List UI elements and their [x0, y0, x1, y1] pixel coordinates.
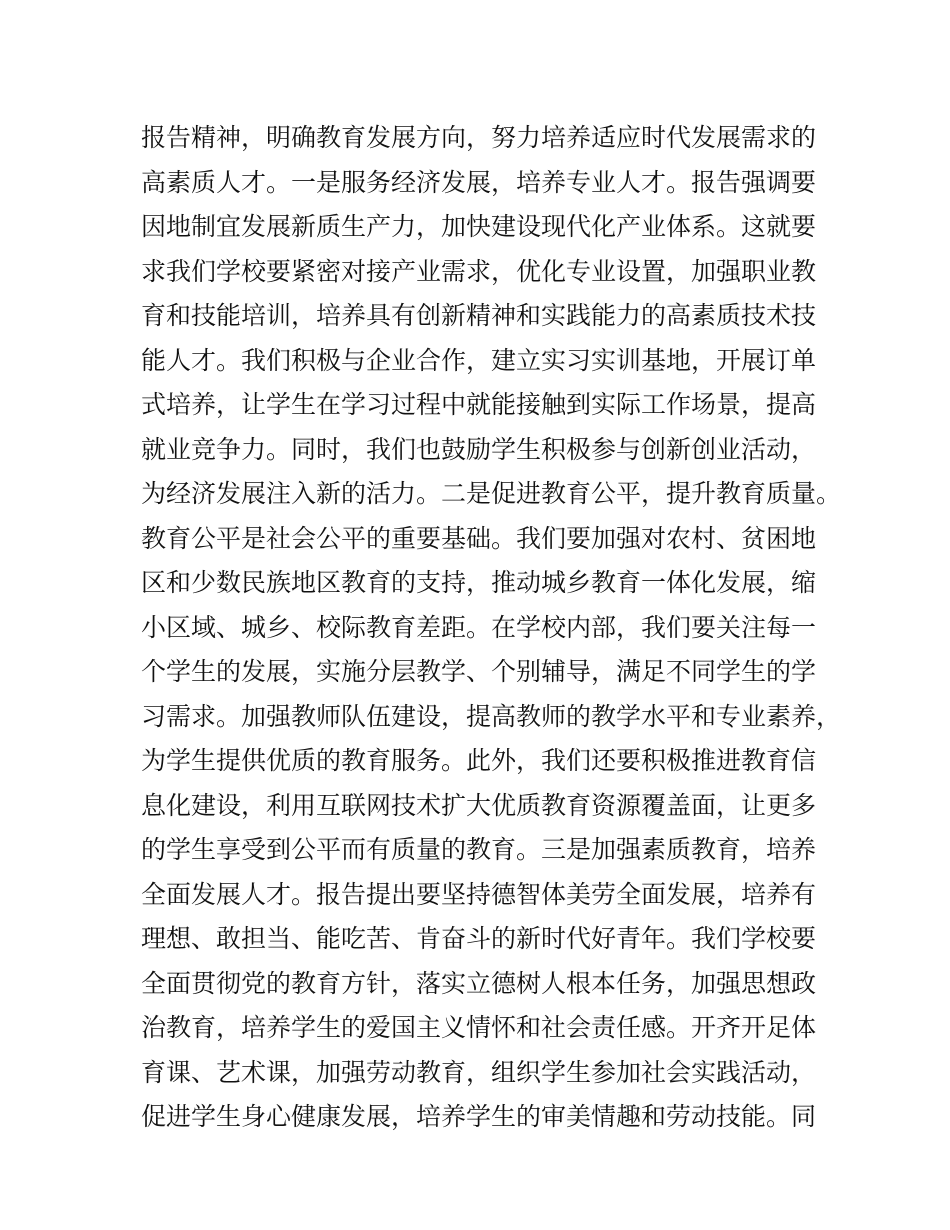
text-line: 促进学生身心健康发展，培养学生的审美情趣和劳动技能。同	[141, 1102, 817, 1131]
text-line: 为经济发展注入新的活力。二是促进教育公平，提升教育质量。	[141, 479, 842, 508]
text-line: 报告精神，明确教育发展方向，努力培养适应时代发展需求的	[141, 123, 817, 152]
text-line: 育课、艺术课，加强劳动教育，组织学生参加社会实践活动，	[141, 1057, 817, 1087]
text-line: 区和少数民族地区教育的支持，推动城乡教育一体化发展，缩	[141, 568, 817, 597]
body-paragraph	[141, 116, 841, 1140]
text-line: 的学生享受到公平而有质量的教育。三是加强素质教育，培养	[141, 835, 817, 864]
text-line: 为学生提供优质的教育服务。此外，我们还要积极推进教育信	[141, 746, 817, 775]
text-line: 小区域、城乡、校际教育差距。在学校内部，我们要关注每一	[141, 612, 817, 642]
text-line: 习需求。加强教师队伍建设，提高教师的教学水平和专业素养，	[141, 701, 842, 731]
text-line: 就业竞争力。同时，我们也鼓励学生积极参与创新创业活动，	[141, 434, 817, 464]
text-line: 理想、敢担当、能吃苦、肯奋斗的新时代好青年。我们学校要	[141, 924, 817, 953]
text-line: 育和技能培训，培养具有创新精神和实践能力的高素质技术技	[141, 301, 817, 330]
text-line: 求我们学校要紧密对接产业需求，优化专业设置，加强职业教	[141, 256, 817, 286]
text-line: 个学生的发展，实施分层教学、个别辅导，满足不同学生的学	[141, 657, 817, 686]
text-line: 息化建设，利用互联网技术扩大优质教育资源覆盖面，让更多	[141, 790, 817, 820]
text-line: 式培养，让学生在学习过程中就能接触到实际工作场景，提高	[141, 390, 817, 419]
text-line: 能人才。我们积极与企业合作，建立实习实训基地，开展订单	[141, 345, 817, 375]
text-line: 治教育，培养学生的爱国主义情怀和社会责任感。开齐开足体	[141, 1013, 817, 1042]
text-line: 因地制宜发展新质生产力，加快建设现代化产业体系。这就要	[141, 212, 817, 241]
text-line: 教育公平是社会公平的重要基础。我们要加强对农村、贫困地	[141, 523, 817, 553]
text-line: 全面发展人才。报告提出要坚持德智体美劳全面发展，培养有	[141, 879, 817, 909]
text-line: 高素质人才。一是服务经济发展，培养专业人才。报告强调要	[141, 167, 817, 197]
text-line: 全面贯彻党的教育方针，落实立德树人根本任务，加强思想政	[141, 968, 817, 998]
